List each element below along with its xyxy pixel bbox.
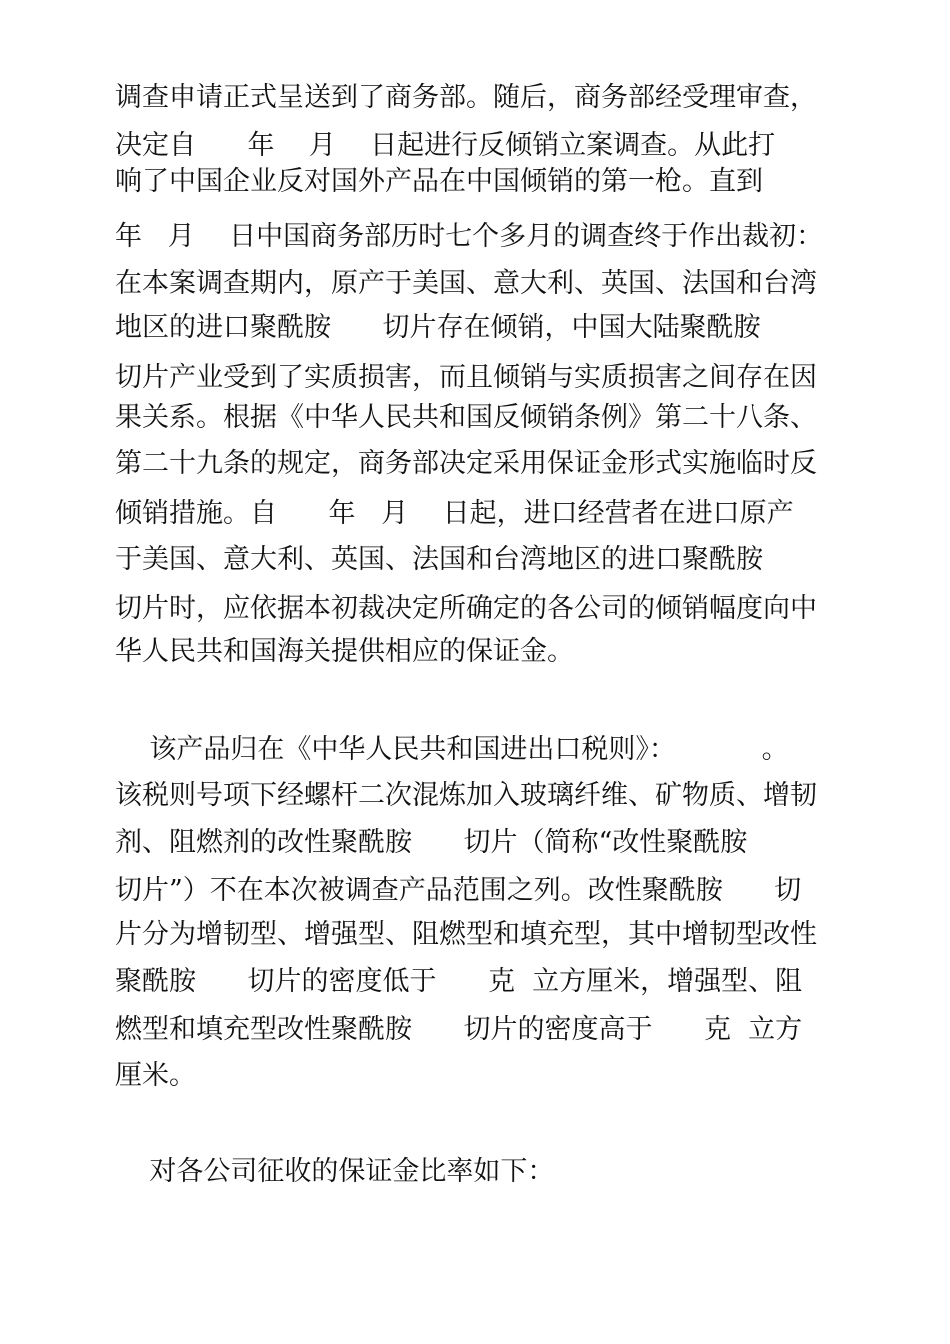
paragraph-1-line-10: 倾销措施。自 年 月 日起，进口经营者在进口原产 [115,498,794,529]
paragraph-1-line-13: 华人民共和国海关提供相应的保证金。 [115,636,574,667]
paragraph-2-line-2: 该税则号项下经螺杆二次混炼加入玻璃纤维、矿物质、增韧 [115,780,817,811]
paragraph-1-line-7: 切片产业受到了实质损害，而且倾销与实质损害之间存在因 [115,362,817,393]
paragraph-1-line-4: 年 月 日中国商务部历时七个多月的调查终于作出裁初： [115,221,824,252]
paragraph-1-line-8: 果关系。根据《中华人民共和国反倾销条例》第二十八条、 [115,402,817,433]
paragraph-2-line-1: 该产品归在《中华人民共和国进出口税则》： 。 [115,734,789,765]
paragraph-2-line-8: 厘米。 [115,1060,196,1091]
paragraph-2-line-4: 切片”）不在本次被调查产品范围之列。改性聚酰胺 切 [115,875,802,906]
paragraph-1-line-9: 第二十九条的规定，商务部决定采用保证金形式实施临时反 [115,448,817,479]
paragraph-1-line-1: 调查申请正式呈送到了商务部。随后，商务部经受理审查， [115,82,817,113]
paragraph-2-line-7: 燃型和填充型改性聚酰胺 切片的密度高于 克 立方 [115,1014,803,1045]
paragraph-2-line-3: 剂、阻燃剂的改性聚酰胺 切片（简称“改性聚酰胺 [115,827,748,858]
paragraph-2-line-6: 聚酰胺 切片的密度低于 克 立方厘米，增强型、阻 [115,966,803,997]
paragraph-1-line-3: 响了中国企业反对国外产品在中国倾销的第一枪。直到 [115,166,763,197]
paragraph-1-line-12: 切片时，应依据本初裁决定所确定的各公司的倾销幅度向中 [115,593,817,624]
paragraph-1-line-2: 决定自 年 月 日起进行反倾销立案调查。从此打 [115,130,776,161]
paragraph-3-line-1: 对各公司征收的保证金比率如下： [115,1156,555,1187]
paragraph-1-line-5: 在本案调查期内，原产于美国、意大利、英国、法国和台湾 [115,268,817,299]
paragraph-2-line-5: 片分为增韧型、增强型、阻燃型和填充型，其中增韧型改性 [115,919,817,950]
paragraph-1-line-11: 于美国、意大利、英国、法国和台湾地区的进口聚酰胺 [115,544,763,575]
paragraph-1-line-6: 地区的进口聚酰胺 切片存在倾销，中国大陆聚酰胺 [115,312,761,343]
